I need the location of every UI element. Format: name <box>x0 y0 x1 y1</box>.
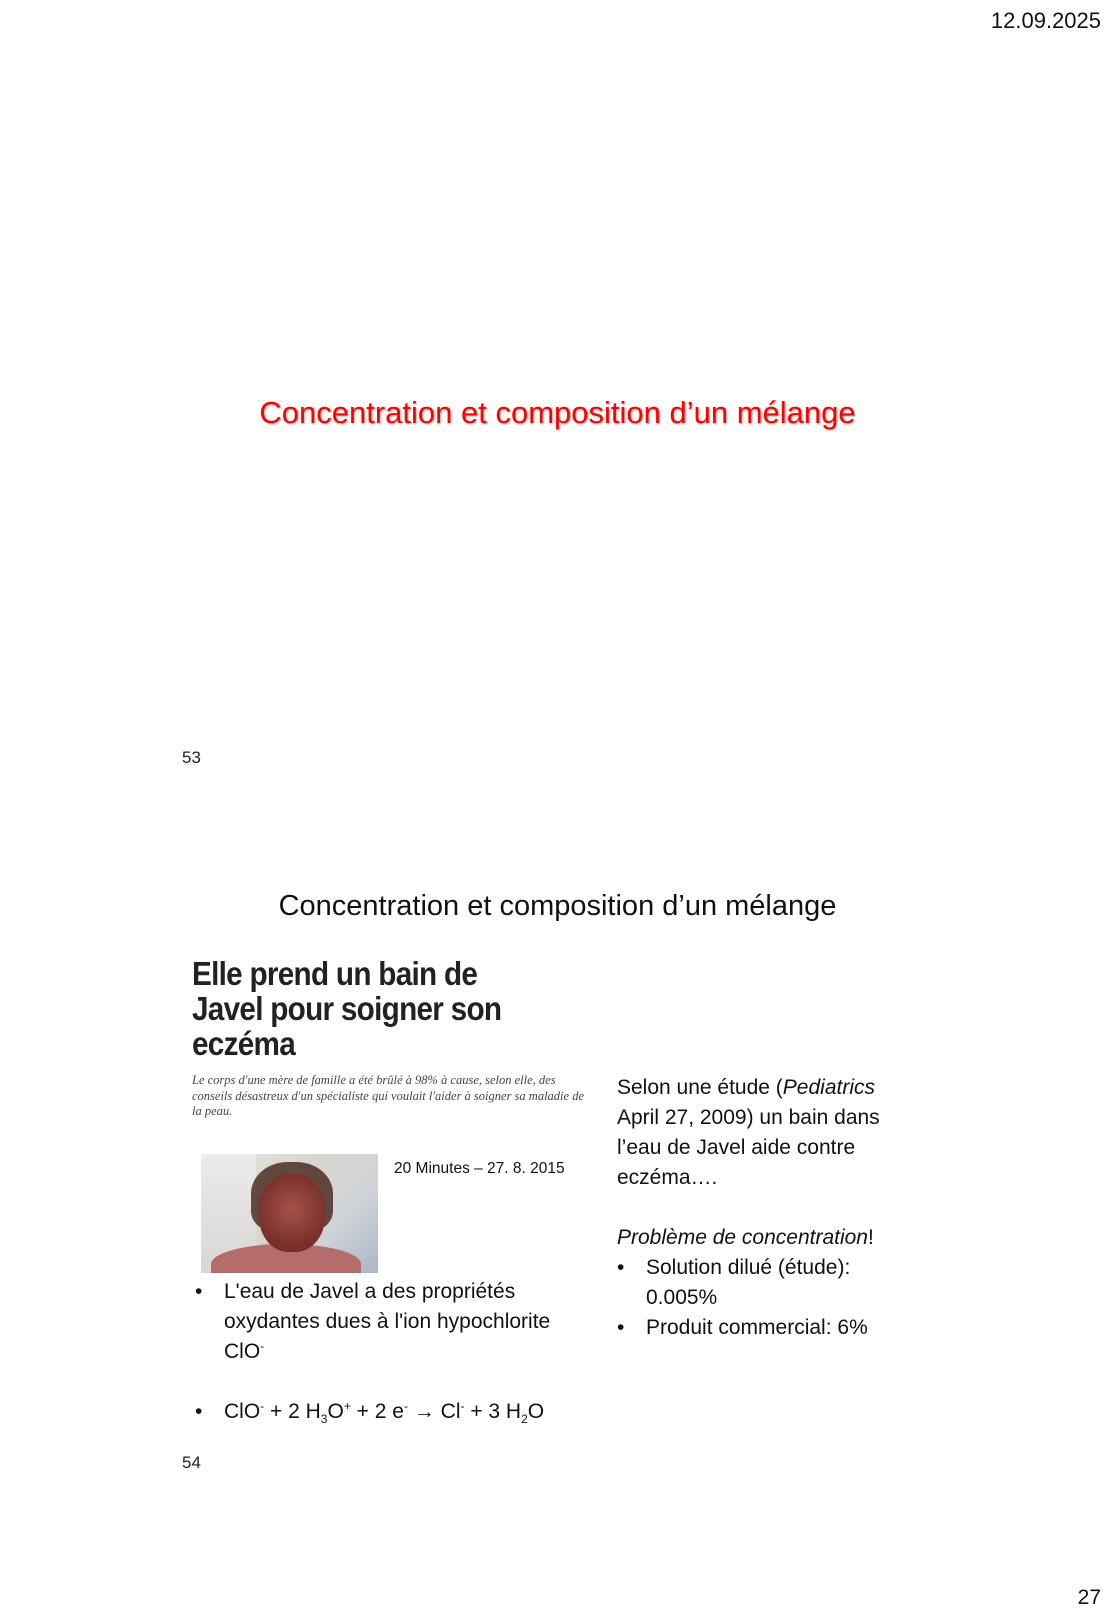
bullet-equation <box>195 1397 595 1427</box>
bullet-icon: • <box>617 1316 625 1339</box>
news-photo <box>201 1154 378 1273</box>
right-column <box>617 1073 917 1343</box>
left-bullet-list-1 <box>195 1277 595 1367</box>
chemical-equation: ClO- + 2 $H_3O^+ + 2$ e- → Cl- + 3 $H_2O$ <box>224 1399 545 1426</box>
news-lead: Le corps d'une mère de famille a été brûlé à 98% à cause, selon elle, des conseils désastreux d'un spécialiste qui voulait l'aider à soigner sa maladie de la peau. <box>192 1073 584 1118</box>
bullet-icon: • <box>195 1400 203 1423</box>
bullet-icon: • <box>617 1256 625 1279</box>
slide-54-number: 54 <box>182 1453 201 1472</box>
bullet-hypochlorite: • L'eau de Javel a des propriétés oxydantes dues à l'ion hypochlorite ClO- <box>195 1277 595 1367</box>
page-number: 27 <box>1077 1586 1101 1609</box>
slide-54-title: Concentration et composition d’un mélange <box>278 890 837 922</box>
bullet-commercial-product: • Produit commercial: 6% <box>617 1313 917 1343</box>
header-date: 12.09.2025 <box>990 8 1101 33</box>
bullet-diluted-solution: • Solution dilué (étude): 0.005% <box>617 1253 917 1313</box>
problem-heading: Problème de concentration! <box>617 1226 874 1249</box>
study-intro: Selon une étude (Pediatrics April 27, 2009) un bain dans l’eau de Javel aide contre eczéma…. <box>617 1076 880 1189</box>
slide-53-title: Concentration et composition d’un mélange <box>259 395 856 430</box>
news-caption: 20 Minutes – 27. 8. 2015 <box>394 1160 565 1177</box>
slide-53-number: 53 <box>182 748 201 767</box>
news-headline: Elle prend un bain de Javel pour soigner son eczéma <box>192 955 502 1062</box>
photo-face <box>259 1174 325 1252</box>
bullet-icon: • <box>195 1280 203 1303</box>
left-bullet-list-2 <box>195 1397 595 1427</box>
concentration-list <box>617 1253 917 1343</box>
